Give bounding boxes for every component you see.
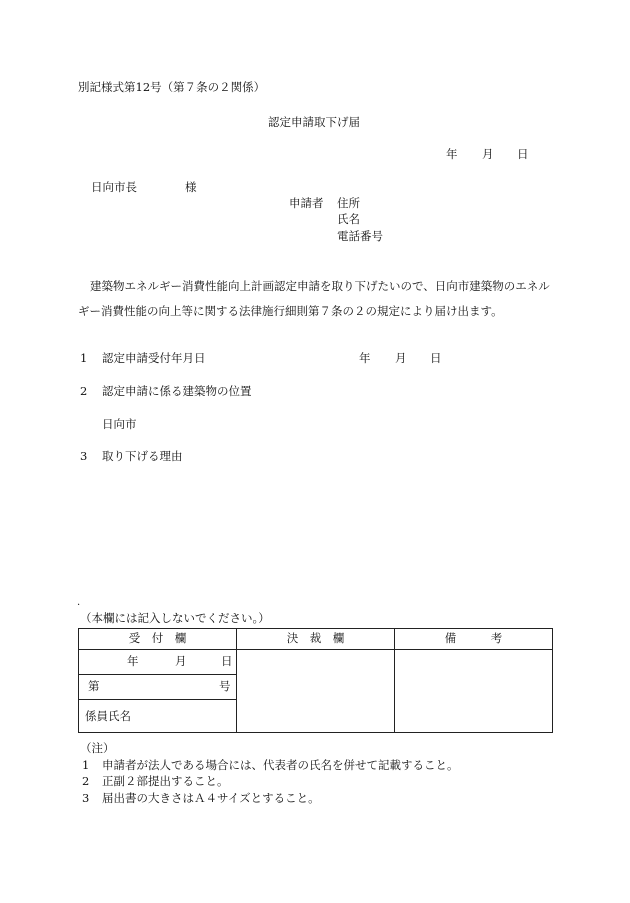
item-1-month: 月	[395, 351, 407, 365]
item-1-day: 日	[430, 351, 442, 365]
remarks-cell	[395, 650, 553, 733]
item-3-label: 取り下げる理由	[102, 449, 183, 463]
notes-heading: （注）	[80, 741, 115, 755]
office-use-note: （本欄には記入しないでください。）	[80, 611, 270, 625]
applicant-name-label: 氏名	[337, 212, 360, 226]
office-use-table	[78, 628, 553, 733]
note-2-text: 正副２部提出すること。	[102, 774, 229, 788]
reception-column-header: 受 付 欄	[79, 629, 237, 650]
reception-day: 日	[221, 654, 233, 668]
item-3-number: 3	[80, 449, 88, 463]
reception-year: 年	[127, 654, 139, 668]
reception-month: 月	[175, 654, 187, 668]
document-title: 認定申請取下げ届	[268, 115, 360, 129]
note-3-text: 届出書の大きさはＡ４サイズとすること。	[102, 791, 320, 805]
date-month: 月	[482, 147, 494, 161]
staff-name-label: 係員氏名	[85, 709, 131, 723]
date-day: 日	[517, 147, 529, 161]
item-2-value: 日向市	[102, 417, 137, 431]
remarks-column-header: 備 考	[395, 629, 553, 650]
approval-column-header: 決 裁 欄	[237, 629, 395, 650]
item-2-label: 認定申請に係る建築物の位置	[102, 384, 252, 398]
reception-number-prefix: 第	[88, 679, 100, 693]
applicant-label: 申請者	[289, 196, 324, 210]
reception-date-row	[79, 650, 236, 674]
approval-cell	[237, 650, 395, 733]
applicant-phone-label: 電話番号	[337, 229, 383, 243]
note-3-number: 3	[82, 791, 90, 805]
item-1-label: 認定申請受付年月日	[102, 351, 206, 365]
addressee-name: 日向市長	[91, 180, 137, 194]
reception-number-suffix: 号	[219, 679, 231, 693]
dot-mark: .	[77, 597, 81, 608]
note-2-number: 2	[82, 774, 90, 788]
applicant-address-label: 住所	[337, 196, 360, 210]
reception-staff-row	[79, 699, 236, 732]
body-paragraph: 建築物エネルギー消費性能向上計画認定申請を取り下げたいので、日向市建築物のエネルギー消費性能の向上等に関する法律施行細則第７条の２の規定により届け出ます。	[78, 279, 550, 318]
item-2-number: 2	[80, 384, 88, 398]
reception-number-row	[79, 674, 236, 699]
note-1-text: 申請者が法人である場合には、代表者の氏名を併せて記載すること。	[102, 758, 459, 772]
addressee-honorific: 様	[185, 180, 197, 194]
item-1-year: 年	[359, 351, 371, 365]
note-1-number: 1	[82, 758, 90, 772]
form-label: 別記様式第12号（第７条の２関係）	[78, 80, 266, 94]
item-1-number: 1	[80, 351, 88, 365]
reception-cell	[79, 650, 237, 733]
date-year: 年	[446, 147, 458, 161]
